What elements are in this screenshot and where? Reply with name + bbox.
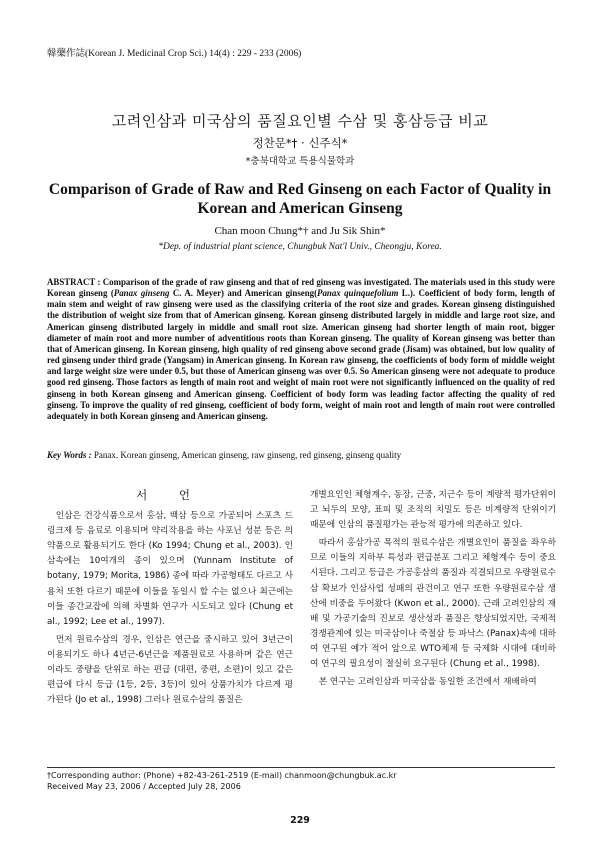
english-affiliation: *Dep. of industrial plant science, Chungbuk Nat'l Univ., Cheongju, Korea. — [158, 242, 442, 252]
keywords-label: Key Words : — [47, 450, 92, 460]
abstract-text-1: Comparison of the grade of raw ginseng and that of red ginseng was investigated. The materials used in this study were Korean ginseng ( — [47, 277, 555, 299]
body-paragraph: 본 연구는 고려인삼과 미국삼을 동일한 조건에서 재배하여 — [318, 677, 537, 688]
body-paragraph: 인삼은 건강식품으로서 홍삼, 백삼 등으로 가공되어 스포츠 드링크제 등 음료로 이용되며 약리작용을 하는 사포닌 성분 등은 의약품으로 활용되기도 한다 (Ko 1994; Chung et al., 2003). 인삼속에는 10여개의 종이 있으며 (Yunnam Institute of botany, 1979; Morita, 1986) 종에 따라 가공형태도 다르고 사용처 또한 다르기 때문에 이들을 동일시 할 수는 없으나 최근에는 이들 종간교잡에 의해 차별화 연구가 시도되고 있다 (Chung et al., 1992; Lee et al., 1997). — [47, 511, 293, 627]
received-accepted-dates: Received May 23, 2006 / Accepted July 28, 2006 — [47, 782, 241, 791]
korean-title: 고려인삼과 미국삼의 품질요인별 수삼 및 홍삼등급 비교 — [111, 112, 489, 130]
abstract-label: ABSTRACT : — [47, 277, 101, 287]
page-number: 229 — [290, 815, 310, 826]
section-heading-introduction: 서 언 — [136, 488, 204, 502]
english-title: Comparison of Grade of Raw and Red Ginseng on each Factor of Quality in Korean and American Ginseng — [48, 181, 552, 217]
corresponding-author-note: †Corresponding author: (Phone) +82-43-261-2519 (E-mail) chanmoon@chungbuk.ac.kr — [47, 771, 397, 780]
body-column-right — [310, 488, 556, 693]
body-column-left — [47, 488, 293, 711]
body-paragraph: 먼저 원료수삼의 경우, 인삼은 연근을 중시하고 있어 3년근이 이용되기도 하나 4년근-6년근을 제품원료로 사용하며 같은 연근이라도 중량을 단위로 하는 편급 (대편, 중편, 소편)이 있고 같은 편급에 다시 등급 (1등, 2등, 3등)이 있어 상품가치가 다르게 평가된다 (Jo et al., 1998) 그러나 원료수삼의 품질은 — [47, 634, 293, 706]
abstract — [47, 277, 555, 422]
keywords-text: Panax. Korean ginseng, American ginseng, raw ginseng, red ginseng, ginseng quality — [91, 450, 402, 460]
body-paragraph: 개별요인인 체형계수, 동장, 근중, 지근수 등이 계량적 평가단위이고 뇌두의 모양, 표피 및 조직의 치밀도 등은 비계량적 단위이기 때문에 인삼의 품질평가는 관능적 평가에 의존하고 있다. — [310, 490, 556, 531]
journal-header: 韓藥作誌(Korean J. Medicinal Crop Sci.) 14(4) : 229 - 233 (2006) — [47, 49, 302, 59]
footnote — [47, 770, 397, 792]
species-name-2: Panax quinquefolium — [317, 288, 399, 299]
keywords — [47, 450, 555, 460]
footnote-divider — [47, 767, 555, 768]
body-paragraph: 따라서 홍삼가공 목적의 원료수삼은 개별요인이 품질을 좌우하므로 이들의 지하부 특성과 편급분포 그리고 체형계수 등이 중요시된다. 그리고 등급은 가공홍삼의 품질과 직결되므로 우량원료수삼 확보가 인삼사업 성패의 관건이고 연구 또한 우량원료수삼 생산에 비중을 두어왔다 (Kwon et al., 2000). 근래 고려인삼의 재배 및 가공기술의 진보로 생산성과 품질은 향상되었지만, 국제적 경쟁관계에 있는 미국삼이나 죽절삼 등 파낙스 (Panax)속에 대하여 연구된 예가 적어 앞으로 WTO체제 등 국제화 시대에 대비하여 연구의 필요성이 절실히 요구된다 (Chung et al., 1998). — [310, 538, 556, 670]
korean-affiliation: *충북대학교 특용식물학과 — [245, 156, 355, 167]
english-authors: Chan moon Chung*† and Ju Sik Shin* — [214, 225, 386, 237]
abstract-text-2: C. A. Meyer) and American ginseng( — [169, 288, 318, 299]
abstract-text-3: L.). Coefficient of body form, length of main stem and weight of raw ginseng were used as the classifying criteria of the root size and grades. Korean ginseng distinguished the distribution of weight size from that of American ginseng. Korean ginseng distributed largely in middle and large root size, and American ginseng distributed largely in middle and small root size. American ginseng had shorter length of main root, bigger diameter of main root and more number of adventitious roots than Korean ginseng. The quality of Korean ginseng was better than that of American ginseng. In Korean ginseng, high quality of red ginseng above second grade (Jisam) was obtained, but low quality of red ginseng under third grade (Yangsam) in American ginseng. In Korean raw ginseng, the coefficients of body form of middle weight and large weight size were under 0.5, but those of American ginseng was over 0.5. So American ginseng were not adequate to produce good red ginseng. Those factors as length of main root and weight of main root were not significantly influenced on the quality of red ginseng in both Korean ginseng and American ginseng. Coefficient of body form was leading factor affecting the quality of red ginseng. To improve the quality of red ginseng, coefficient of body form, weight of main root and length of main root were controlled adequately in both Korean ginseng and American ginseng. — [47, 288, 556, 421]
species-name-1: Panax ginseng — [113, 288, 170, 299]
korean-authors: 정찬문*† · 신주식* — [252, 136, 348, 150]
